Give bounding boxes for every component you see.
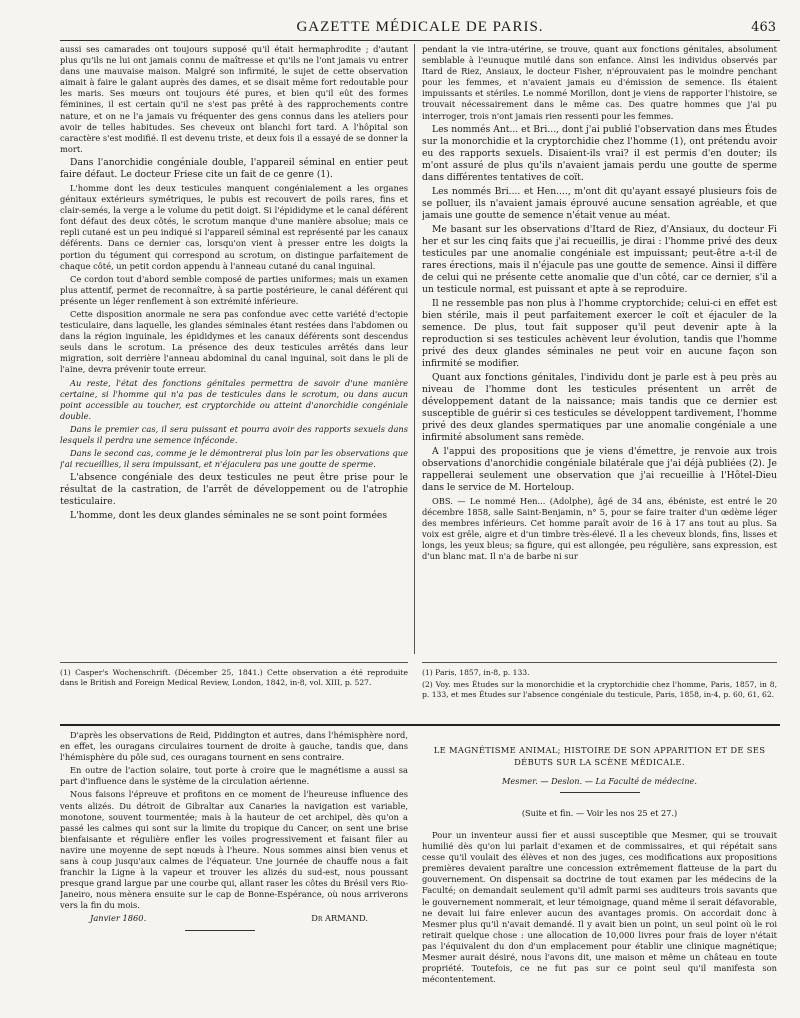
footnotes-right	[422, 668, 777, 716]
paragraph: Il ne ressemble pas non plus à l'homme cryptorchide; celui-ci en effet est bien stérile, mais il peut parfaitement exercer le coït et éjaculer de la semence. De plus, tout fait supposer qu'il peut devenir apte à la reproduction si ses testicules achèvent leur évolution, tandis que l'homme privé des deux glandes séminales ne peut voir en aucune façon son infirmité se modifier.	[422, 297, 777, 369]
page-number: 463	[751, 20, 776, 35]
paragraph: OBS. — Le nommé Hen... (Adolphe), âgé de 34 ans, ébéniste, est entré le 20 décembre 1858, salle Saint-Benjamin, n° 5, pour se faire traiter d'un œdème léger des membres inférieurs. Cet homme paraît avoir de 16 à 17 ans tout au plus. Sa voix est grêle, aigre et d'un timbre très-élevé. Il a les cheveux blonds, fins, lisses et longs, les yeux bleus; sa figure, qui est allongée, peu régulière, sans expression, est d'un blanc mat. Il n'a de barbe ni sur	[422, 495, 777, 562]
footnote-rule-right	[422, 662, 777, 663]
paragraph: Dans le second cas, comme je le démontrerai plus loin par les observations que j'ai recueillies, il sera impuissant, et n'éjaculera pas une goutte de sperme.	[60, 448, 408, 470]
page-header	[60, 18, 780, 41]
paragraph: En outre de l'action solaire, tout porte à croire que le magnétisme a aussi sa part d'influence dans le système de la circulation aérienne.	[60, 765, 408, 787]
article-heading: LE MAGNÉTISME ANIMAL; HISTOIRE DE SON APPARITION ET DE SES DÉBUTS SUR LA SCÈNE MÉDICALE.	[433, 745, 766, 767]
journal-title: GAZETTE MÉDICALE DE PARIS.	[296, 19, 544, 35]
footnote: (2) Voy. mes Études sur la monorchidie et la cryptorchidie chez l'homme, Paris, 1857, in 8, p. 133, et mes Études sur l'absence congéniale du testicule, Paris, 1858, in-4, p. 60, 61, 62.	[422, 680, 777, 699]
article-subheading: Mesmer. — Deslon. — La Faculté de médecine.	[502, 776, 697, 786]
paragraph: D'après les observations de Reid, Piddington et autres, dans l'hémisphère nord, en effet, les ouragans circulaires tournent de droite à gauche, tandis que, dans l'hémisphère du pôle sud, ces ouragans tournent en sens contraire.	[60, 730, 408, 763]
signature-author: Dr ARMAND.	[311, 913, 368, 923]
paragraph: Cette disposition anormale ne sera pas confondue avec cette variété d'ectopie testiculaire, dans laquelle, les glandes séminales étant restées dans l'abdomen ou dans la région inguinale, les épididymes et les canaux déférents sont descendus seuls dans le scrotum. La présence des deux testicules arrêtés dans leur migration, soit derrière l'anneau abdominal du canal inguinal, soit dans le pli de l'aine, devra prévenir toute erreur.	[60, 308, 408, 375]
heading-rule	[560, 792, 640, 793]
paragraph: Ce cordon tout d'abord semble composé de parties uniformes; mais un examen plus attentif, permet de reconnaître, à sa partie postérieure, le canal déférent qui présente un léger renflement à son extrémité inférieure.	[60, 273, 408, 306]
paragraph: L'absence congéniale des deux testicules ne peut être prise pour le résultat de la castration, de l'arrêt de développement ou de l'atrophie testiculaire.	[60, 472, 408, 508]
footnote-rule-left	[60, 662, 408, 663]
left-column-top	[60, 44, 408, 629]
article-continuation-note: (Suite et fin. — Voir les nos 25 et 27.)	[521, 808, 678, 818]
paragraph: Dans le premier cas, il sera puissant et pourra avoir des rapports sexuels dans lesquels il perdra une semence inféconde.	[60, 423, 408, 445]
paragraph: Me basant sur les observations d'Itard de Riez, d'Ansiaux, du docteur Fi her et sur les cinq faits que j'ai recueillis, je dirai : l'homme privé des deux testicules par une anomalie congéniale est impuissant; peut-être a-t-il de rares érections, mais il n'éjacule pas une goutte de semence. Ainsi il diffère de celui qui ne présente cette anomalie que d'un côté, car ce dernier, s'il a un testicule normal, est puissant et apte à se reproduire.	[422, 223, 777, 295]
paragraph: Les nommés Ant... et Bri..., dont j'ai publié l'observation dans mes Études sur la monorchidie et la cryptorchidie chez l'homme (1), ont prétendu avoir eu des rapports sexuels. Disaient-ils vrai? il est permis d'en douter; ils m'ont assuré de plus qu'ils n'avaient jamais perdu une goutte de sperme dans différentes tentatives de coït.	[422, 123, 777, 183]
signature-date: Janvier 1860.	[90, 913, 147, 923]
paragraph: A l'appui des propositions que je viens d'émettre, je renvoie aux trois observations d'anorchidie congéniale bilatérale que j'ai déjà publiées (2). Je rappellerai seulement une observation que j'ai recueillie à l'Hôtel-Dieu dans le service de M. Horteloup.	[422, 445, 777, 493]
footnote: (1) Paris, 1857, in-8, p. 133.	[422, 668, 530, 677]
paragraph: L'homme dont les deux testicules manquent congénialement a les organes génitaux extérieurs symétriques, le pubis est recouvert de poils rares, fins et clair-semés, la verge a le volume du petit doigt. Si l'épididyme et le canal déférent font défaut des deux côtés, le scrotum manque d'une manière absolue; mais ce repli cutané est un peu indiqué si l'appareil séminal est représenté par les canaux déférents. Dans ce dernier cas, lorsqu'on vient à presser entre les doigts la portion du tégument qui correspond au scrotum, on distingue parfaitement de chaque côté, un petit cordon appendu à l'anneau cutané du canal inguinal.	[60, 182, 408, 271]
paragraph: Quant aux fonctions génitales, l'individu dont je parle est à peu près au niveau de l'homme dont les testicules présentent un arrêt de développement datant de la naissance; mais tandis que ce dernier est susceptible de guérir si ces testicules se développent tardivement, l'homme privé des deux glandes spermatiques par une anomalie congéniale a une infirmité absolument sans remède.	[422, 371, 777, 443]
signature-rule	[185, 930, 255, 931]
paragraph: Au reste, l'état des fonctions génitales permettra de savoir d'une manière certaine, si l'homme qui n'a pas de testicules dans le scrotum, ou dans aucun point accessible au toucher, est cryptorchide ou atteint d'anorchidie congéniale double.	[60, 377, 408, 421]
left-column-bottom	[60, 730, 408, 930]
paragraph: Dans l'anorchidie congéniale double, l'appareil séminal en entier peut faire défaut. Le docteur Friese cite un fait de ce genre (1).	[60, 156, 408, 180]
right-column-top	[422, 44, 777, 634]
paragraph: Nous faisons l'épreuve et profitons en ce moment de l'heureuse influence des vents alizés. Du détroit de Gibraltar aux Canaries la navigation est variable, monotone, souvent tourmentée; mais à la hauteur de cet archipel, dès qu'on a passé les calmes qui sont sur la limite du tropique du Cancer, on sent une brise bienfaisante et régulière enfler les voiles progressivement et faisant filer au navire une moyenne de sept nœuds à l'heure. Nous sommes ainsi bien venus et sans à coup jusqu'aux calmes de l'équateur. Une journée de chauffe nous a fait franchir la Ligne à la vapeur et trouver les alizés du sud-est, nous poussant presque grand largue par une courbe qui, allant raser les côtes du Brésil vers Rio-Janeiro, nous mènera ensuite sur le cap de Bonne-Espérance, où nous arriverons vers la fin du mois.	[60, 789, 408, 911]
paragraph: Les nommés Bri.... et Hen...., m'ont dit qu'ayant essayé plusieurs fois de se polluer, ils n'avaient jamais éprouvé aucune sensation agréable, et que jamais une goutte de semence n'était venue au méat.	[422, 185, 777, 221]
paragraph: aussi ses camarades ont toujours supposé qu'il était hermaphrodite ; d'autant plus qu'ils ne lui ont jamais connu de maîtresse et qu'ils ne l'ont jamais vu entrer dans une mauvaise maison. Malgré son infirmité, le sujet de cette observation aimait à faire le galant auprès des dames, et se disait même fort redoutable pour les maris. Ses mœurs ont toujours été pures, et bien qu'il eût des formes féminines, il est certain qu'il ne s'est pas prêté à des rapprochements contre nature, et on ne l'a jamais vu fréquenter des gens connus dans les ateliers pour avoir de telles habitudes. Ses cheveux ont blanchi fort tard. A l'hôpital son caractère s'est modifié. Il est devenu triste, et deux fois il a essayé de se donner la mort.	[60, 44, 408, 154]
column-divider	[414, 44, 415, 654]
footnotes-left	[60, 668, 408, 716]
paragraph: L'homme, dont les deux glandes séminales ne se sont point formées	[70, 510, 388, 522]
section-divider	[60, 724, 780, 726]
paragraph: pendant la vie intra-utérine, se trouve, quant aux fonctions génitales, absolument semblable à l'eunuque mutilé dans son enfance. Ainsi les individus observés par Itard de Riez, Ansiaux, le docteur Fisher, n'éprouvaient pas le moindre penchant pour les femmes, et n'avaient jamais eu d'émission de semence. Ils étaient impuissants et stériles. Le nommé Morillon, dont je viens de rapporter l'histoire, se trouvait nécessairement dans le même cas. Des quatre hommes que j'ai pu interroger, trois n'ont jamais rien ressenti pour les femmes.	[422, 44, 777, 121]
paragraph: Pour un inventeur aussi fier et aussi susceptible que Mesmer, qui se trouvait humilié dès qu'on lui parlait d'examen et de commissaires, et qui répétait sans cesse qu'il voulait des élèves et non des juges, ces modifications aux propositions premières devaient paraître une concession extrêmement flatteuse de la part du gouvernement. On dispensait sa doctrine de tout examen par les médecins de la Faculté; on demandait seulement qu'il admît parmi ses auditeurs trois savants que le gouvernement nommerait, et leur témoignage, quand même il serait défavorable, ne devait lui faire enlever aucun des avantages promis. On accordait donc à Mesmer plus qu'il n'avait demandé. Il y avait bien un point, un seul point où le roi retirait quelque chose : une allocation de 10,000 livres pour frais de loyer n'était pas l'équivalent du don d'un emplacement pour établir une clinique magnétique; Mesmer aurait désiré, nous l'avons dit, une maison et même un château en toute propriété. Toutefois, ce ne fut pas sur ce point seul qu'il manifesta son mécontentement.	[422, 830, 777, 985]
right-column-bottom	[422, 830, 777, 1010]
footnote: (1) Casper's Wochenschrift. (Décember 25, 1841.) Cette observation a été reproduite dans le British and Foreign Medical Review, London, 1842, in-8, vol. XIII, p. 527.	[60, 668, 408, 687]
